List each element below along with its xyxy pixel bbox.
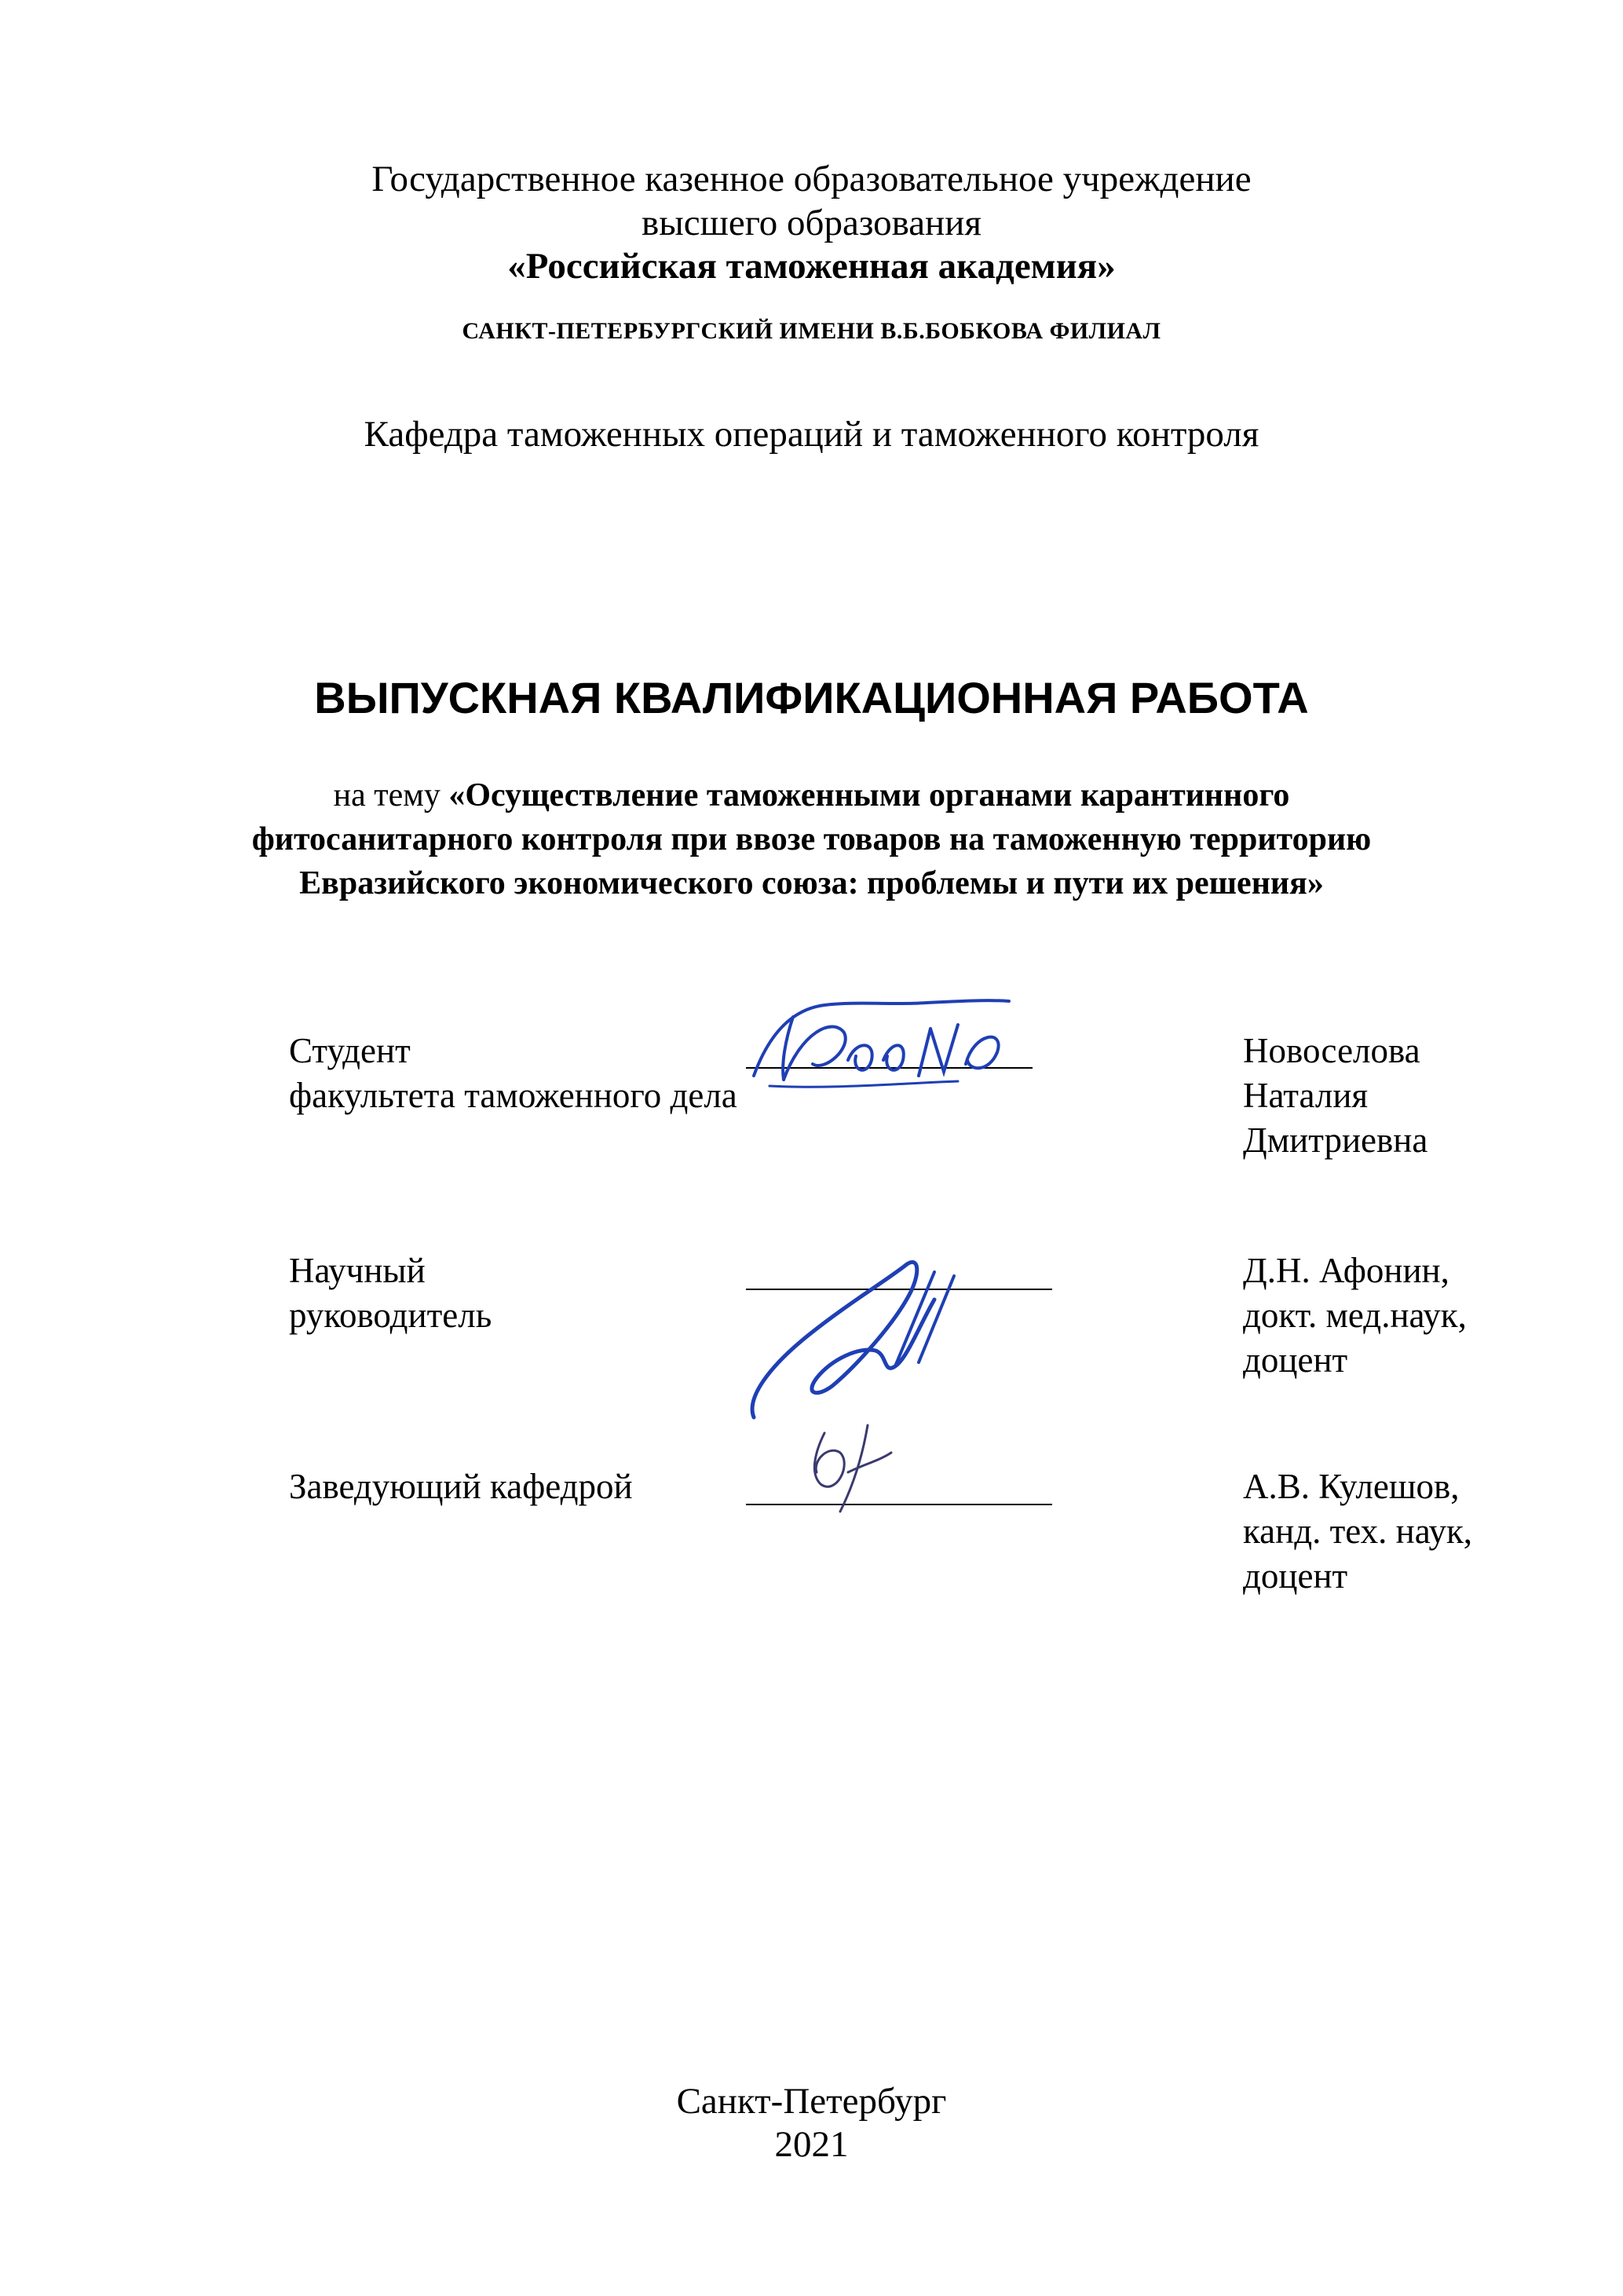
topic-line-2: фитосанитарного контроля при ввозе товаров на таможенную территорию — [251, 821, 1372, 857]
head-name — [1243, 1464, 1472, 1599]
handwritten-signature-icon — [793, 1417, 911, 1519]
institution-line-2: высшего образования — [642, 203, 981, 243]
institution-line-1: Государственное казенное образовательное учреждение — [371, 159, 1252, 199]
topic-prefix: на тему — [333, 777, 449, 813]
role-line: руководитель — [289, 1296, 492, 1335]
person-line: канд. тех. наук, — [1243, 1512, 1473, 1551]
city: Санкт-Петербург — [676, 2081, 947, 2122]
person-line: докт. мед.наук, — [1243, 1296, 1467, 1335]
person-line: Д.Н. Афонин, — [1243, 1251, 1449, 1290]
role-line: Заведующий кафедрой — [289, 1467, 633, 1506]
person-line: доцент — [1243, 1556, 1348, 1596]
handwritten-signature-icon — [738, 985, 1021, 1111]
branch-name: САНКТ-ПЕТЕРБУРГСКИЙ ИМЕНИ В.Б.БОБКОВА ФИЛИАЛ — [462, 318, 1161, 344]
handwritten-signature-icon — [738, 1249, 997, 1429]
topic-line-3: Евразийского экономического союза: проблемы и пути их решения» — [299, 865, 1324, 901]
year: 2021 — [774, 2124, 849, 2165]
document-title: ВЫПУСКНАЯ КВАЛИФИКАЦИОННАЯ РАБОТА — [314, 673, 1309, 722]
person-line: А.В. Кулешов, — [1243, 1467, 1460, 1506]
role-line: факультета таможенного дела — [289, 1076, 737, 1115]
academy-name: «Российская таможенная академия» — [507, 246, 1116, 287]
role-line: Научный — [289, 1251, 426, 1290]
topic-title-part-1: «Осуществление таможенными органами карантинного — [448, 777, 1290, 813]
role-line: Студент — [289, 1031, 411, 1070]
person-line: Дмитриевна — [1243, 1121, 1428, 1160]
person-line: Новоселова — [1243, 1031, 1420, 1070]
supervisor-role — [289, 1249, 492, 1338]
student-name — [1243, 1029, 1427, 1163]
student-role — [289, 1029, 737, 1118]
supervisor-name — [1243, 1249, 1467, 1383]
head-role — [289, 1464, 633, 1509]
topic-line-1 — [0, 773, 1623, 817]
department-name: Кафедра таможенных операций и таможенного контроля — [364, 414, 1259, 455]
person-line: Наталия — [1243, 1076, 1369, 1115]
person-line: доцент — [1243, 1340, 1348, 1380]
